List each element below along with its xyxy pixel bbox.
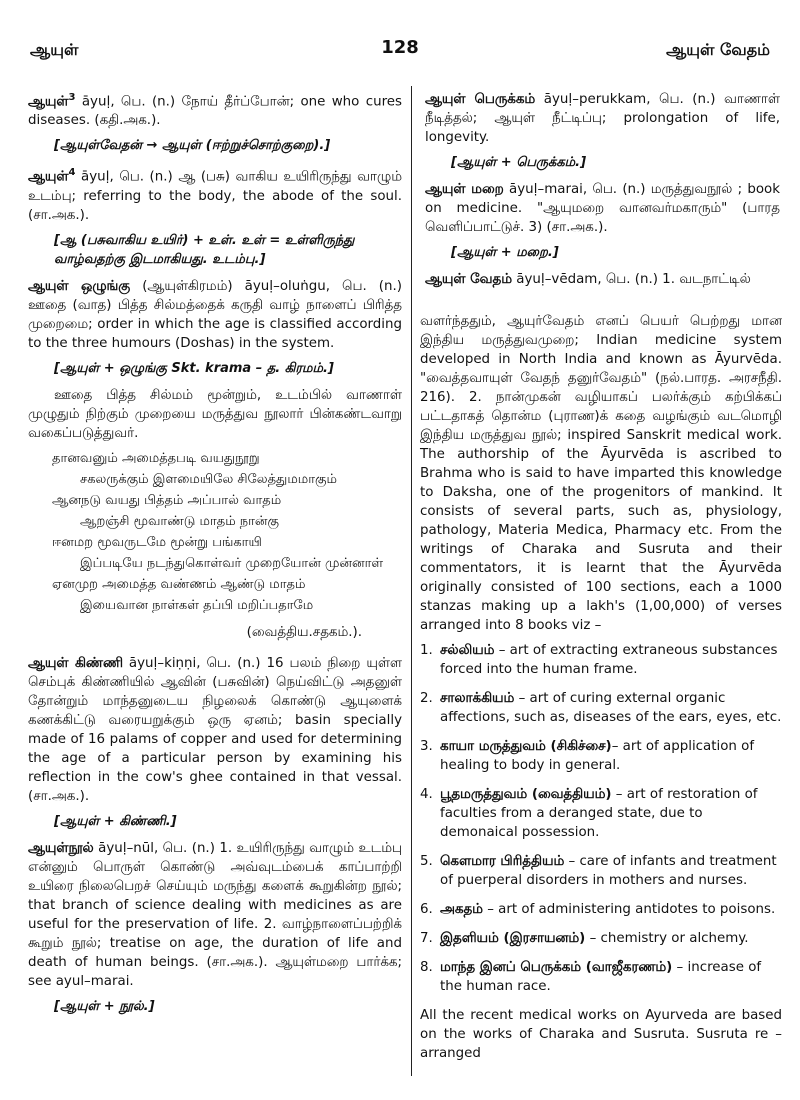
definition-continuation: வளர்ந்ததும், ஆயுர்வேதம் எனப் பெயர் பெற்றது மான இந்திய மருத்துவமுறை; Indian medicine system developed in North India and known as Āyurvēda. "வைத்தவாயுள் வேதந் தனுர்வேதம்" (நல்.பாரத. அரசநீதி. 216). 2. நான்முகன் வழியாகப் பலர்க்கும் கற்பிக்கப் பட்டதாகத் தொன்ம (புராண)க் கதை வழங்கும் வடமொழி இந்திய மருத்துவ நூல்; inspired Sanskrit medical work. The authorship of the Āyurvēda is ascribed to Brahma who is said to have imparted this knowledge to Daksha, one of the progenitors of mankind. It consists of several parts, such as, physiology, pathology, Materia Medica, Pharmacy etc. From the writings of Charaka and Susruta and their commentators, it is learnt that the Āyurvēda originally consisted of 100 sections, each a 1000 stanzas making up a lakh's (1,00,000) of verses arranged into 8 books viz –: [420, 314, 782, 633]
verse-line: இப்படியே நடந்துகொள்வர் முறையோன் முன்னாள்: [80, 555, 384, 571]
transliteration: āyuḷ: [81, 94, 111, 110]
entry-ayul-olungu: [28, 277, 402, 353]
item-term: அகதம்: [440, 902, 483, 917]
definition: (ஆயுள்கிரமம்) āyuḷ–oluṅgu, பெ. (n.) ஊதை (வாத) பித்த சில்மத்தைக் கருதி வாழ் நாளைப் பிரித்த முறைமை; order in which the age is classified according to the three humours (Doshas) in the system.: [28, 278, 402, 351]
item-term: இதளியம் (இரசாயனம்): [440, 931, 586, 946]
item-term: மாந்த இனப் பெருக்கம் (வாஜீகரணம்): [440, 960, 673, 975]
item-description: – art of application of healing to body in general.: [440, 739, 755, 773]
list-item: [420, 958, 782, 996]
list-item: [420, 689, 782, 727]
item-number: 8.: [420, 960, 433, 975]
headword: ஆயுள் மறை: [425, 182, 504, 197]
item-description: – art of curing external organic affections, such as, diseases of the ears, eyes, etc.: [440, 691, 782, 725]
left-column: [28, 88, 402, 1024]
verse-line: தானவனும் அமைத்தபடி வயதுநூறு: [52, 450, 260, 466]
item-number: 2.: [420, 691, 433, 706]
item-description: – increase of the human race.: [440, 960, 762, 994]
item-number: 6.: [420, 902, 433, 917]
verse-block: [28, 449, 402, 615]
homonym-number: 4: [68, 167, 76, 179]
numbered-list: [420, 641, 782, 996]
list-item: [420, 900, 782, 919]
explanation-paragraph: ஊதை பித்த சில்மம் மூன்றும், உடம்பில் வாணாள் முழுதும் நிற்கும் முறையை மருத்துவ நூலார் பின்கண்டவாறு வகைப்படுத்துவர்.: [28, 387, 402, 441]
list-item: [420, 929, 782, 948]
entry-ayul-marai: [425, 180, 780, 237]
item-term: காயா மருத்துவம் (சிகிச்சை): [440, 739, 612, 754]
etymology: [ஆயுள் + பெருக்கம்.]: [451, 155, 587, 170]
list-item: [420, 852, 782, 890]
etymology: [ஆயுள் + மறை.]: [451, 245, 559, 260]
closing-paragraph: All the recent medical works on Ayurveda are based on the works of Charaka and Susruta. Susruta re – arranged: [420, 1008, 782, 1061]
verse-line: இயைவான நாள்கள் தப்பி மறிப்பதாமே: [80, 597, 314, 613]
headword: ஆயுள்நூல்: [28, 840, 94, 856]
running-head-right: ஆயுள் வேதம்: [666, 40, 770, 59]
list-item: [420, 641, 782, 679]
page-header: [0, 0, 800, 60]
definition: , பெ. (n.) நோய் தீர்ப்போன்; one who cures diseases. (கதி.அக.).: [28, 94, 402, 129]
item-term: சல்லியம்: [440, 643, 495, 658]
list-item: [420, 785, 782, 842]
definition: āyuḷ–perukkam, பெ. (n.) வாணாள் நீடித்தல்; ஆயுள் நீட்டிப்பு; prolongation of life, longevity.: [425, 92, 780, 145]
etymology: [ஆ (பசுவாகிய உயிர்) + உள். உள் = உள்ளிருந்து வாழ்வதற்கு இடமாகியது. உடம்பு.]: [54, 232, 355, 267]
right-column-top: [425, 90, 780, 295]
column-divider: [411, 86, 412, 1076]
etymology: [ஆயுள் + நூல்.]: [54, 998, 155, 1014]
entry-ayul-vedam: [425, 270, 780, 289]
running-head-left: ஆயுள்: [30, 40, 79, 59]
item-number: 7.: [420, 931, 433, 946]
entry-ayul-nul: [28, 839, 402, 991]
definition: āyuḷ–kiṇṇi, பெ. (n.) 16 பலம் நிறை யுள்ள செம்புக் கிண்ணியில் ஆவின் (பசுவின்) நெய்விட்டு அதனுள் தோன்றும் மாந்தனுடைய நிழலைக் கொண்டு ஆயுளைக் கணக்கிட்டு வரையறுக்கும் ஒரு ஏனம்; basin specially made of 16 palams of copper and used for determining the age of a particular person by examining his reflection in the cow's ghee contained in that vessal. (சா.அக.).: [28, 655, 402, 804]
item-number: 3.: [420, 739, 433, 754]
definition: āyuḷ–nūl, பெ. (n.) 1. உயிரிருந்து வாழும் உடம்பு என்னும் பொருள் கொண்டு அவ்வுடம்பைக் காப்பாற்றி உயிரை நிலைபெறச் செய்யும் மருந்து களைக் கூறுகின்ற நூல்; that branch of science dealing with medicines as are useful for the preservation of life. 2. வாழ்நாளைப்பற்றிக் கூறும் நூல்; treatise on age, the duration of life and death of human beings. (சா.அக.). ஆயுள்மறை பார்க்க; see ayul–marai.: [28, 840, 402, 989]
item-description: – art of extracting extraneous substances forced into the human frame.: [440, 643, 778, 677]
definition: , பெ. (n.) ஆ (பசு) வாகிய உயிரிருந்து வாழும் உடம்பு; referring to the body, the abode of the soul.(சா.அக.).: [28, 169, 402, 223]
item-description: – art of restoration of faculties from a deranged state, due to demonaical possession.: [440, 787, 758, 840]
headword: ஆயுள்: [28, 94, 69, 110]
headword: ஆயுள் கிண்ணி: [28, 655, 123, 671]
verse-line: சகலருக்கும் இளமையிலே சிலேத்துமமாகும்: [80, 471, 337, 487]
item-description: – care of infants and treatment of puerperal disorders in mothers and nurses.: [440, 854, 777, 888]
item-number: 1.: [420, 643, 433, 658]
homonym-number: 3: [68, 92, 76, 103]
verse-citation: (வைத்திய.சதகம்.).: [246, 624, 362, 640]
item-number: 5.: [420, 854, 433, 869]
etymology: [ஆயுள் + ஒழுங்கு Skt. krama – த. கிரமம்.]: [54, 360, 334, 376]
verse-line: ஏனமுற அமைத்த வண்ணம் ஆண்டு மாதம்: [52, 576, 306, 592]
item-description: – chemistry or alchemy.: [585, 931, 749, 946]
item-number: 4.: [420, 787, 433, 802]
verse-line: ஆனநடு வயது பித்தம் அப்பால் வாதம்: [52, 492, 282, 508]
etymology: [ஆயுள் + கிண்ணி.]: [54, 813, 177, 829]
headword: ஆயுள்: [28, 169, 69, 185]
verse-line: ஈனமற மூவருடமே மூன்று பங்காயி: [52, 534, 262, 550]
transliteration: āyuḷ: [81, 169, 110, 185]
etymology: [ஆயுள்வேதன் → ஆயுள் (ஈற்றுச்சொற்குறை).]: [54, 138, 331, 154]
definition: āyuḷ–marai, பெ. (n.) மருத்துவநூல் ; book on medicine. "ஆயுமறை வானவர்மகாரும்" (பாரத வெளிப்பாட்டுச். 3) (சா.அக.).: [425, 182, 780, 235]
entry-ayul-kinni: [28, 654, 402, 806]
headword: ஆயுள் வேதம்: [425, 272, 512, 287]
entry-ayul-perukkam: [425, 90, 780, 147]
item-description: – art of administering antidotes to poisons.: [482, 902, 776, 917]
right-column-bottom: [420, 312, 782, 1063]
headword: ஆயுள் ஒழுங்கு: [28, 278, 131, 294]
definition: āyuḷ–vēdam, பெ. (n.) 1. வடநாட்டில்: [516, 272, 751, 287]
entry-ayul-3: [28, 88, 402, 130]
item-term: பூதமருத்துவம் (வைத்தியம்): [440, 787, 612, 802]
list-item: [420, 737, 782, 775]
entry-ayul-4: [28, 163, 402, 224]
item-term: கௌமார பிரித்தியம்: [440, 854, 565, 869]
headword: ஆயுள் பெருக்கம்: [425, 92, 536, 107]
item-term: சாலாக்கியம்: [440, 691, 515, 706]
page-number: 128: [381, 37, 419, 58]
verse-line: ஆறஞ்சி மூவாண்டு மாதம் நான்கு: [80, 513, 280, 529]
